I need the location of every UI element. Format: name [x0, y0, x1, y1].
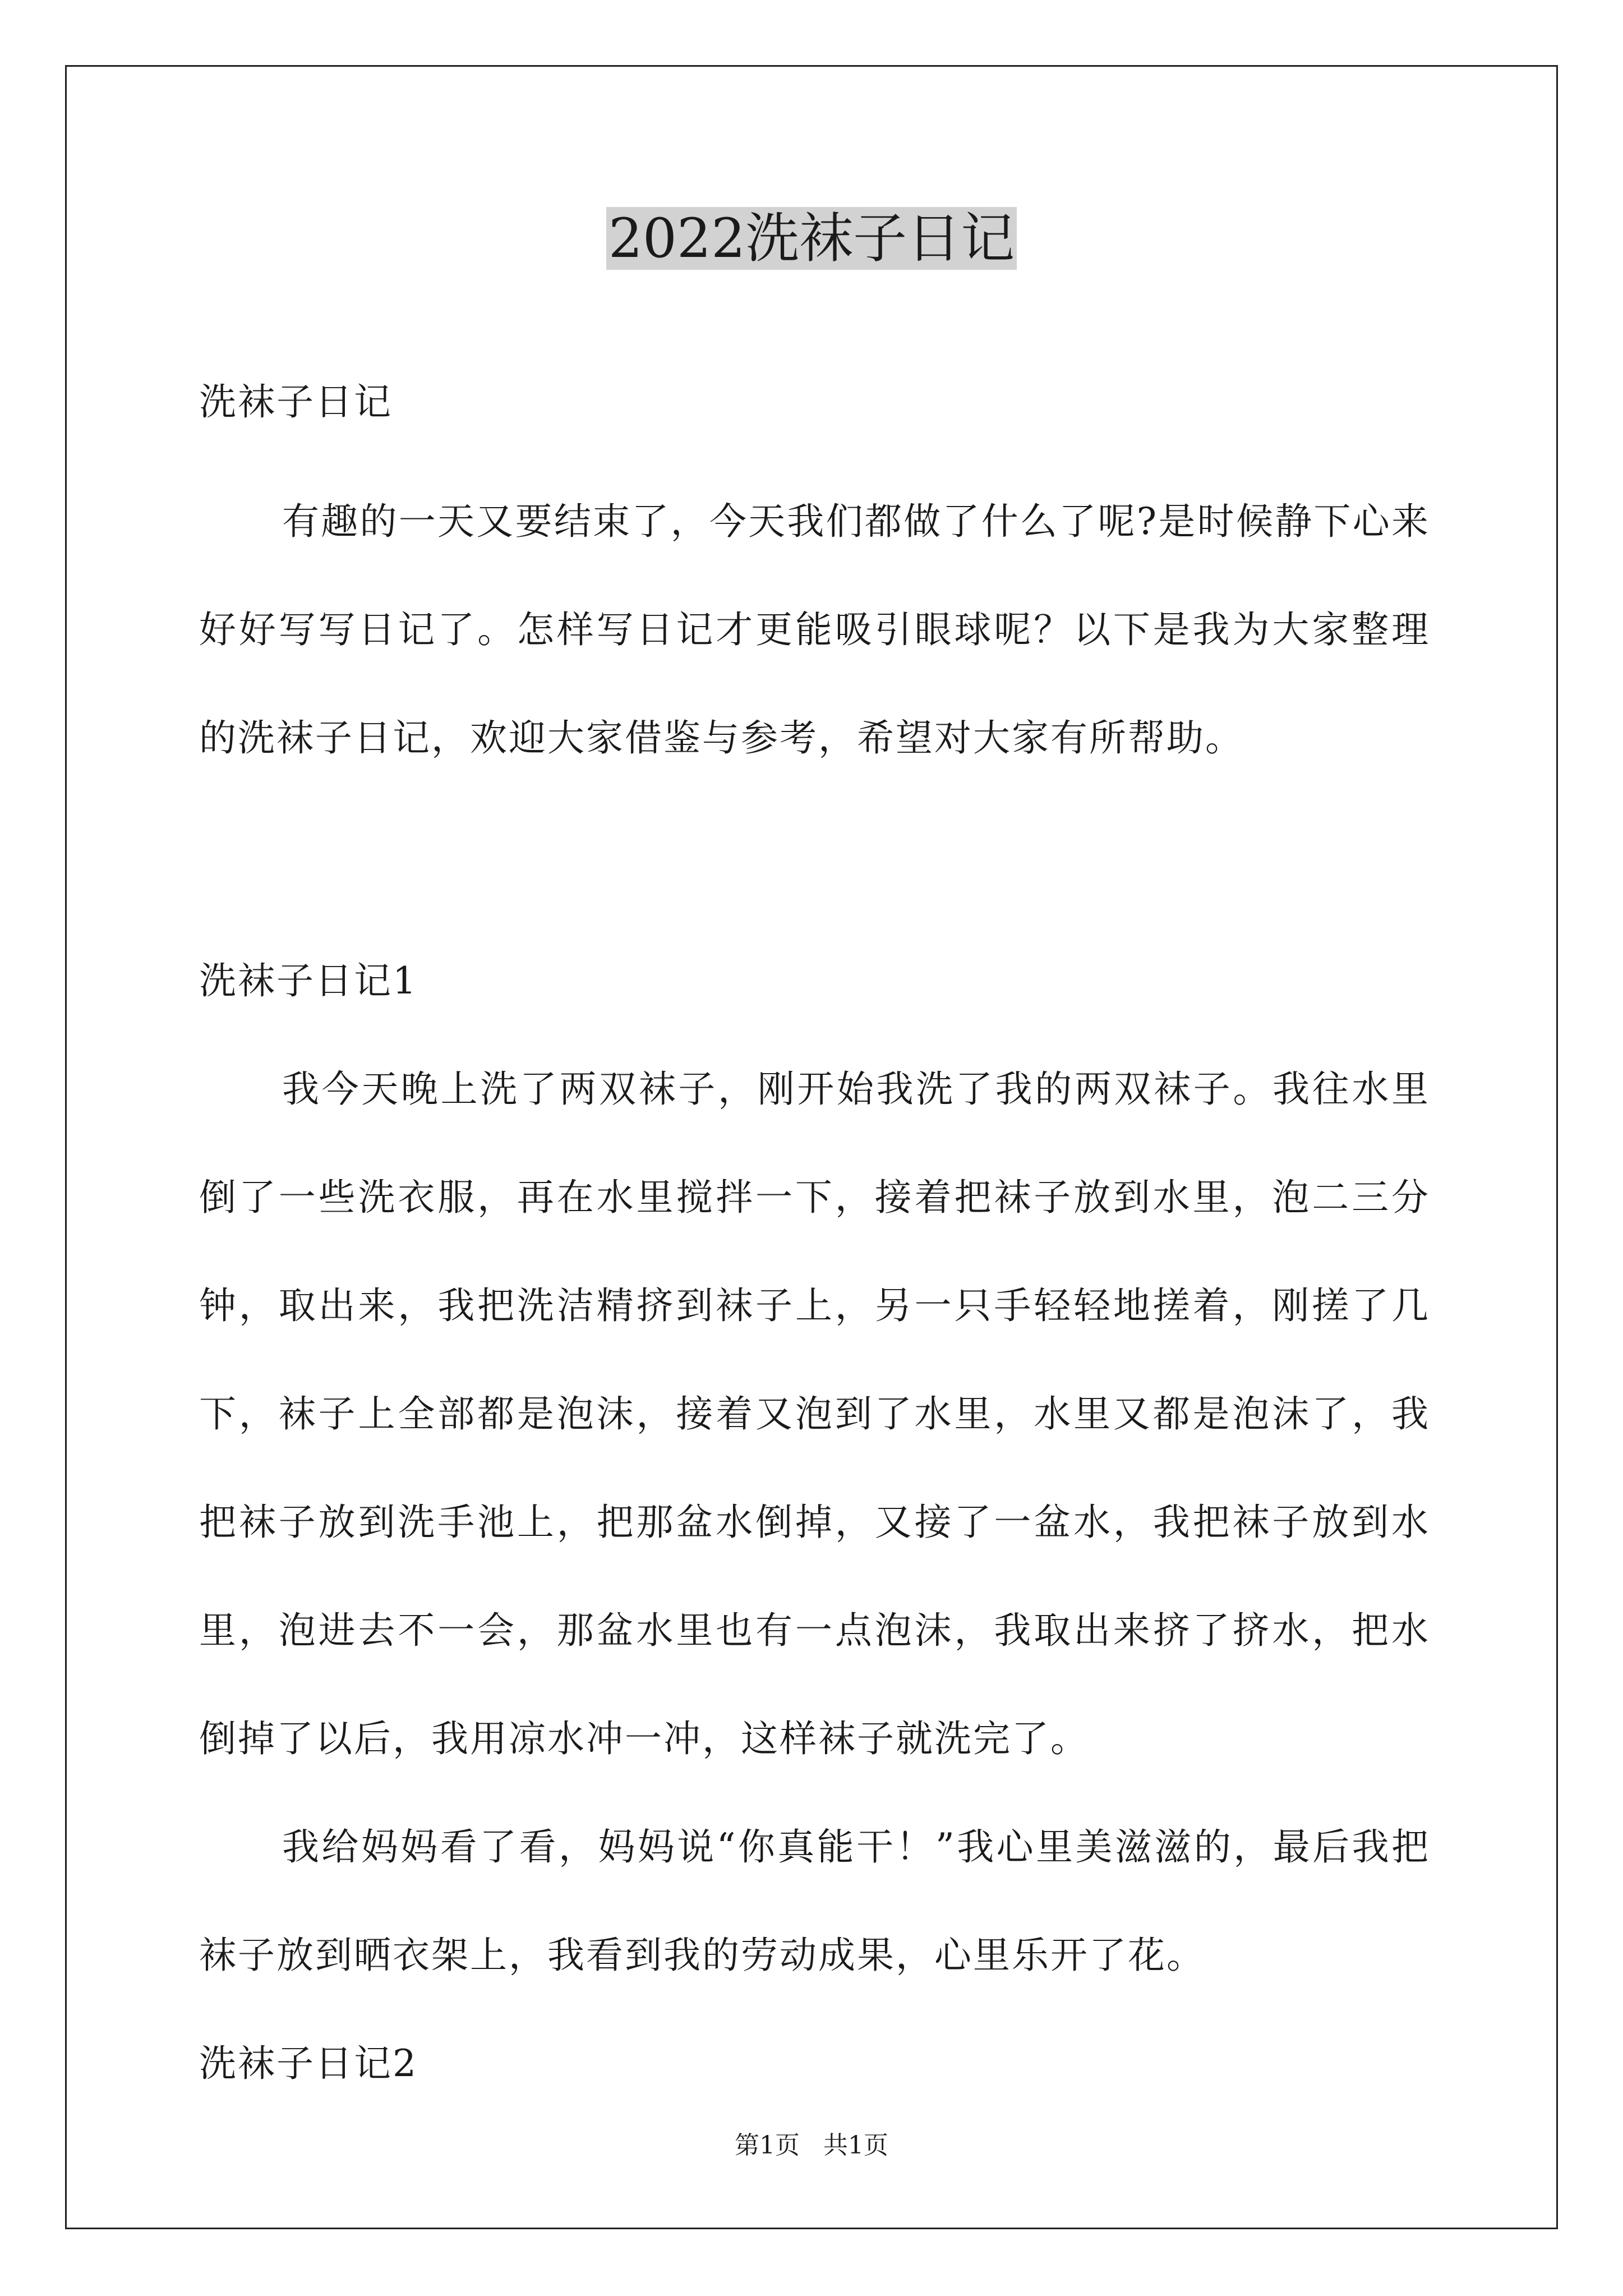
section-1-paragraph-1: 我今天晚上洗了两双袜子，刚开始我洗了我的两双袜子。我往水里倒了一些洗衣服，再在水里搅拌一下，接着把袜子放到水里，泡二三分钟，取出来，我把洗洁精挤到袜子上，另一只手轻轻地搓着，刚搓了几下，袜子上全部都是泡沫，接着又泡到了水里，水里又都是泡沫了，我把袜子放到洗手池上，把那盆水倒掉，又接了一盆水，我把袜子放到水里，泡进去不一会，那盆水里也有一点泡沫，我取出来挤了挤水，把水倒掉了以后，我用凉水冲一冲，这样袜子就洗完了。 — [199, 1068, 1430, 1760]
section-1-heading: 洗袜子日记1 — [199, 959, 418, 1002]
document-title — [0, 202, 1623, 275]
section-2-heading: 洗袜子日记2 — [199, 2042, 418, 2085]
document-body — [199, 348, 1430, 2118]
section-1-paragraph-2: 我给妈妈看了看，妈妈说“你真能干！”我心里美滋滋的，最后我把袜子放到晒衣架上，我看到我的劳动成果，心里乐开了花。 — [199, 1825, 1430, 1977]
spacer — [199, 456, 1430, 467]
page-number-footer: 第1页 共1页 — [735, 2131, 888, 2160]
intro-paragraph: 有趣的一天又要结束了，今天我们都做了什么了呢?是时候静下心来好好写写日记了。怎样写日记才更能吸引眼球呢？以下是我为大家整理的洗袜子日记，欢迎大家借鉴与参考，希望对大家有所帮助。 — [199, 500, 1430, 760]
document-title-text: 2022洗袜子日记 — [606, 207, 1017, 270]
spacer — [199, 792, 1430, 927]
main-heading: 洗袜子日记 — [199, 380, 393, 424]
